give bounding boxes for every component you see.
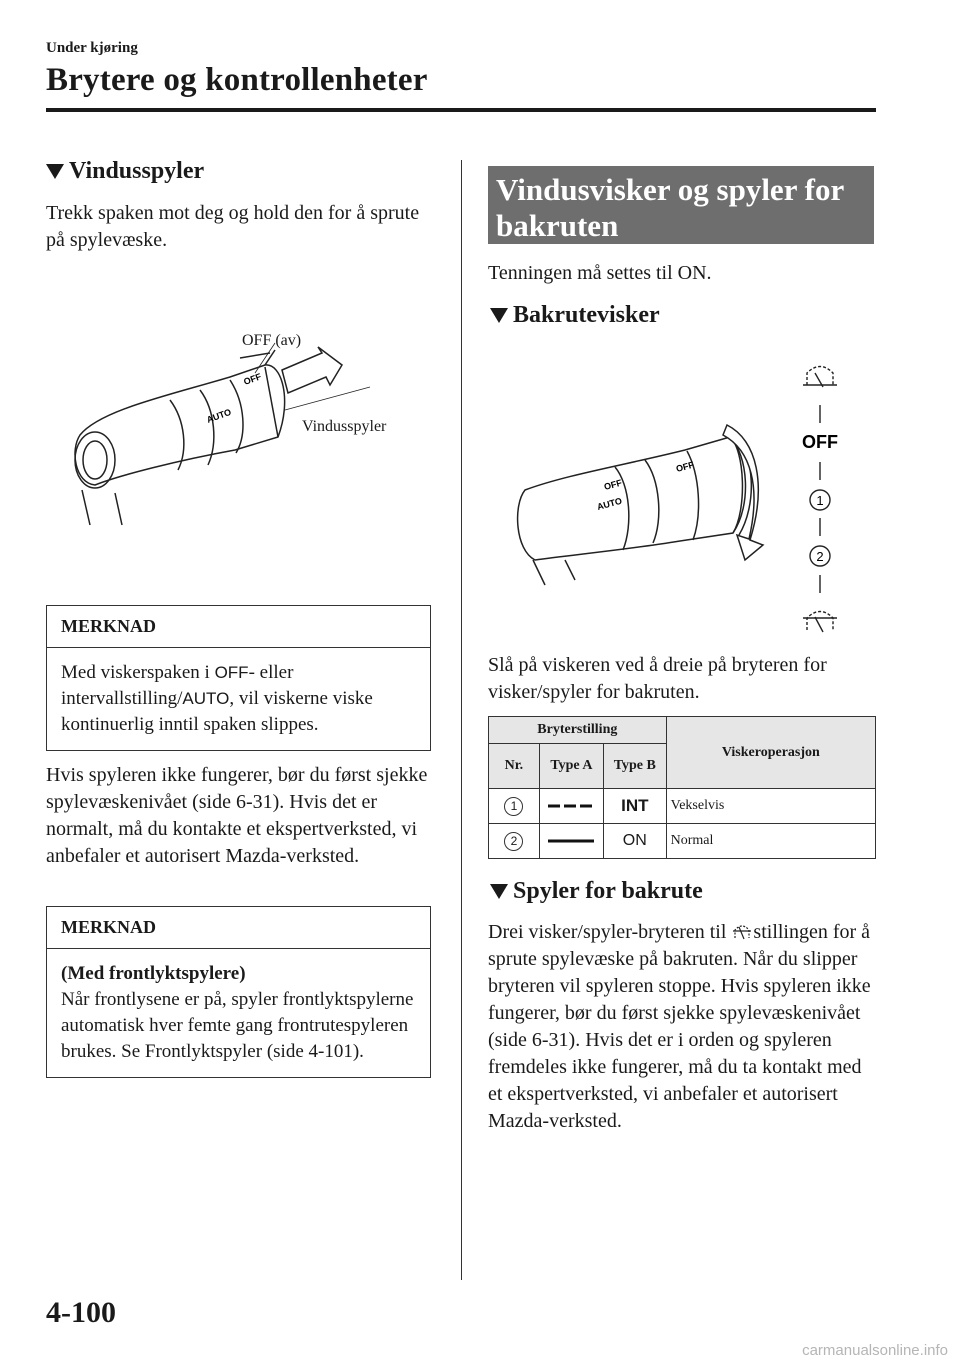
- triangle-marker-icon: [46, 164, 64, 179]
- note-body: [47, 949, 430, 1077]
- position-1-label: 1: [816, 493, 824, 508]
- header-viskeroperasjon: Viskeroperasjon: [666, 717, 875, 789]
- heading-bakrutevisker: [490, 302, 660, 329]
- stalk-off-label-2: OFF: [674, 459, 695, 474]
- note-auto-symbol: AUTO: [182, 689, 230, 708]
- chapter-label: Under kjøring: [46, 40, 138, 56]
- header-type-b: Type B: [603, 744, 666, 789]
- note-heading: MERKNAD: [47, 606, 430, 648]
- triangle-marker-icon: [490, 884, 508, 899]
- position-number-icon: 2: [504, 832, 523, 851]
- table-header-row: [489, 717, 876, 744]
- site-watermark[interactable]: carmanualsonline.info: [802, 1342, 948, 1359]
- position-number-icon: 1: [504, 797, 523, 816]
- washer-text-pre: Drei visker/spyler-bryteren til: [488, 921, 732, 943]
- table-row: [489, 824, 876, 859]
- stalk-off-label: OFF: [242, 371, 263, 387]
- heading-text: Bakrutevisker: [513, 302, 660, 328]
- note-heading: MERKNAD: [47, 907, 430, 949]
- operation-value: Normal: [666, 824, 875, 859]
- ignition-text: Tenningen må settes til ON.: [488, 262, 712, 284]
- note-box-1: [46, 605, 431, 751]
- wiper-instruction-text: Slå på viskeren ved å dreie på bryteren for visker/spyler for bakruten.: [488, 654, 827, 703]
- note-off-symbol: OFF: [214, 663, 249, 682]
- stalk-auto-label: AUTO: [595, 495, 623, 512]
- page-number: 4-100: [46, 1296, 116, 1329]
- stalk-auto-label: AUTO: [205, 406, 233, 425]
- type-b-value: ON: [603, 824, 666, 859]
- section-banner: Vindusvisker og spyler for bakruten: [488, 166, 874, 244]
- note-body: [47, 648, 430, 750]
- washer-top-icon: [803, 367, 837, 388]
- type-b-value: INT: [603, 789, 666, 824]
- header-nr: Nr.: [489, 744, 540, 789]
- position-2-label: 2: [816, 549, 824, 564]
- figure-label-off: OFF (av): [242, 332, 302, 349]
- note-text: Når frontlysene er på, spyler frontlyktspylerne automatisk hver femte gang frontrutespyleren brukes. Se Frontlyktspyler (side 4-101).: [61, 989, 414, 1062]
- paragraph-washer-check: Hvis spyleren ikke fungerer, bør du først sjekke spylevæskenivået (side 6-31). Hvis det er normalt, må du kontakte et ekspertverksted, vi anbefaler et autorisert Mazda-verksted.: [46, 764, 428, 867]
- note-subheading: (Med frontlyktspylere): [61, 963, 246, 984]
- note-box-2: [46, 906, 431, 1078]
- washer-symbol-icon: [731, 922, 753, 940]
- heading-spyler-bakrute: [490, 878, 703, 905]
- washer-bottom-icon: [803, 612, 837, 633]
- stalk-off-label-1: OFF: [602, 477, 623, 492]
- column-divider: [461, 160, 462, 1280]
- position-off-label: OFF: [802, 432, 838, 452]
- table-row: [489, 789, 876, 824]
- note-text-mid: - eller intervallstilling/: [61, 662, 294, 709]
- solid-line-icon: [548, 838, 594, 844]
- operation-value: Vekselvis: [666, 789, 875, 824]
- heading-text: Vindusspyler: [69, 158, 205, 184]
- page-title: Brytere og kontrollenheter: [46, 62, 428, 98]
- washer-instruction-text: [488, 919, 880, 1135]
- washer-text-post: stillingen for å sprute spylevæske på bakruten. Når du slipper bryteren vil spyleren stoppe. Hvis spyleren ikke fungerer, bør du først sjekke spylevæskenivået (side 6-31). Hvis det er i orden og spyleren fremdeles ikke fungerer, må du ta kontakt med et ekspertverksted, vi anbefaler et autorisert Mazda-verksted.: [488, 921, 871, 1132]
- note-text-post: , vil viskerne viske kontinuerlig inntil spaken slippes.: [61, 688, 373, 735]
- dashed-line-icon: [548, 803, 594, 809]
- triangle-marker-icon: [490, 308, 508, 323]
- intro-text: Trekk spaken mot deg og hold den for å sprute på spylevæske.: [46, 202, 420, 251]
- figure-label-washer: Vindusspyler: [302, 418, 387, 435]
- heading-text: Spyler for bakrute: [513, 878, 703, 904]
- header-rule: [46, 108, 876, 112]
- heading-vindusspyler: [46, 158, 204, 185]
- header-type-a: Type A: [539, 744, 603, 789]
- header-bryterstilling: Bryterstilling: [489, 717, 667, 744]
- switch-position-table: [488, 716, 876, 859]
- rear-wiper-diagram: [505, 355, 885, 645]
- note-text-pre: Med viskerspaken i: [61, 662, 215, 683]
- rear-wiper-stalk-illustration: [505, 355, 885, 645]
